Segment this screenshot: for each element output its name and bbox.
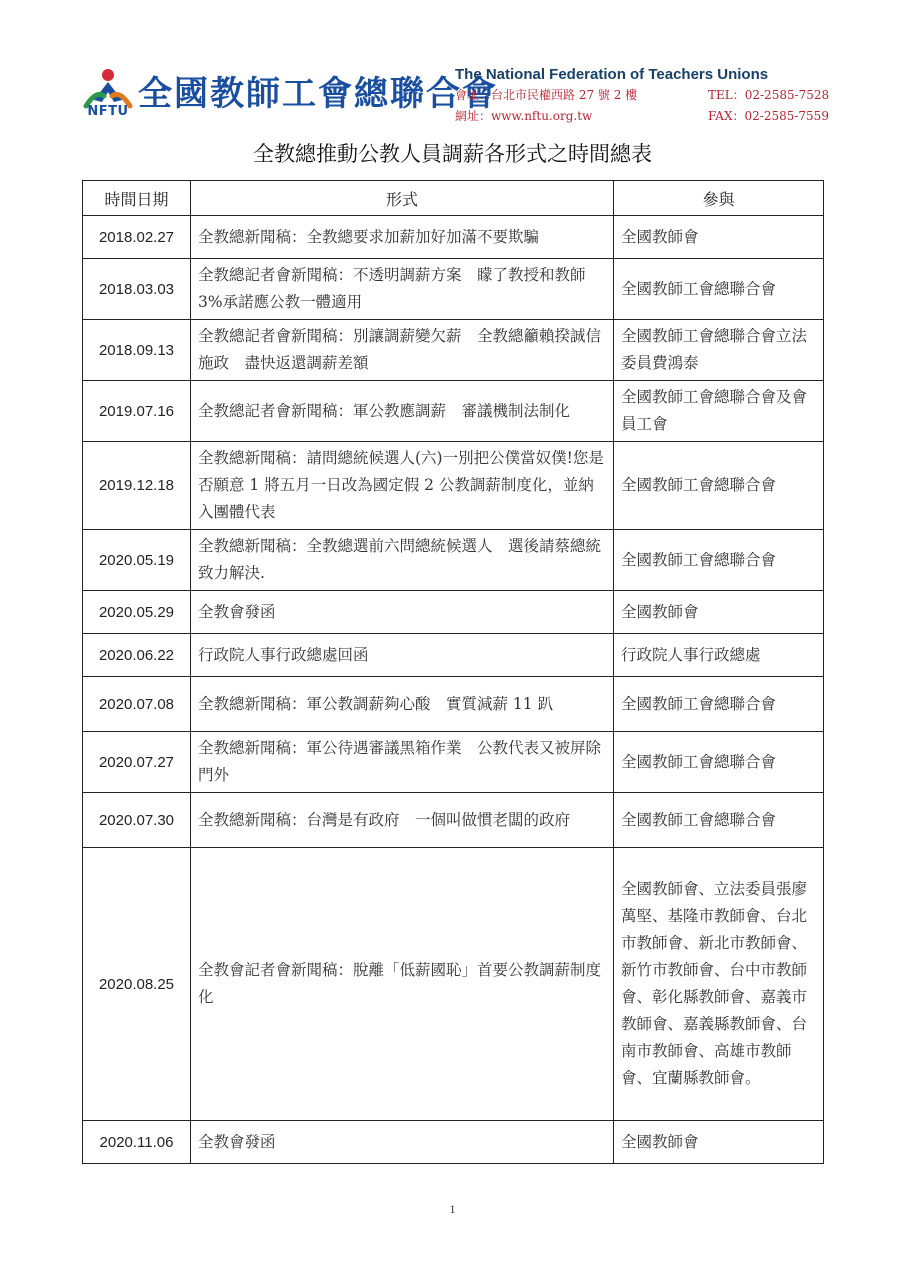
row-date: 2020.06.22 <box>83 634 191 677</box>
row-date: 2020.07.08 <box>83 677 191 732</box>
row-participants: 行政院人事行政總處 <box>614 634 824 677</box>
row-form: 全教總新聞稿：台灣是有政府 一個叫做慣老闆的政府 <box>191 793 614 848</box>
row-date: 2020.11.06 <box>83 1121 191 1164</box>
letterhead <box>82 64 830 126</box>
row-form: 全教總記者會新聞稿：軍公教應調薪 審議機制法制化 <box>191 381 614 442</box>
row-participants: 全國教師工會總聯合會立法委員費鴻泰 <box>614 320 824 381</box>
row-form: 全教總新聞稿：請問總統候選人(六)一別把公僕當奴僕!您是否願意 1 將五月一日改為國定假 2 公教調薪制度化，並納入團體代表 <box>191 442 614 530</box>
row-date: 2020.05.29 <box>83 591 191 634</box>
table-row <box>83 216 824 259</box>
header-date: 時間日期 <box>83 181 191 216</box>
row-date: 2018.02.27 <box>83 216 191 259</box>
row-date: 2018.03.03 <box>83 259 191 320</box>
row-participants: 全國教師會、立法委員張廖萬堅、基隆市教師會、台北市教師會、新北市教師會、新竹市教師會、台中市教師會、彰化縣教師會、嘉義市教師會、嘉義縣教師會、台南市教師會、高雄市教師會、宜蘭縣教師會。 <box>614 848 824 1121</box>
table-row <box>83 793 824 848</box>
table-row <box>83 677 824 732</box>
row-participants: 全國教師工會總聯合會 <box>614 442 824 530</box>
website: 網址：www.nftu.org.tw <box>455 109 593 123</box>
telephone: TEL：02-2585-7528 <box>708 88 830 102</box>
table-header-row <box>83 181 824 216</box>
header-form: 形式 <box>191 181 614 216</box>
table-row <box>83 1121 824 1164</box>
row-participants: 全國教師工會總聯合會 <box>614 677 824 732</box>
row-form: 全教總新聞稿：軍公教調薪夠心酸 實質減薪 11 趴 <box>191 677 614 732</box>
row-participants: 全國教師工會總聯合會及會員工會 <box>614 381 824 442</box>
row-participants: 全國教師工會總聯合會 <box>614 259 824 320</box>
row-date: 2018.09.13 <box>83 320 191 381</box>
row-date: 2020.07.30 <box>83 793 191 848</box>
fax: FAX：02-2585-7559 <box>708 109 829 123</box>
timeline-table <box>82 180 824 1164</box>
row-participants: 全國教師會 <box>614 216 824 259</box>
table-row <box>83 442 824 530</box>
table-row <box>83 634 824 677</box>
address: 會址：台北市民權西路 27 號 2 樓 <box>455 88 638 102</box>
row-form: 全教總新聞稿：軍公待遇審議黑箱作業 公教代表又被屏除門外 <box>191 732 614 793</box>
table-row <box>83 320 824 381</box>
row-form: 全教會發函 <box>191 591 614 634</box>
org-name-english: The National Federation of Teachers Unions <box>455 66 769 83</box>
row-form: 全教會發函 <box>191 1121 614 1164</box>
row-date: 2020.07.27 <box>83 732 191 793</box>
row-participants: 全國教師會 <box>614 1121 824 1164</box>
page-number: 1 <box>449 1202 456 1216</box>
row-participants: 全國教師工會總聯合會 <box>614 793 824 848</box>
row-date: 2019.07.16 <box>83 381 191 442</box>
row-participants: 全國教師工會總聯合會 <box>614 732 824 793</box>
table-row <box>83 530 824 591</box>
row-form: 全教總記者會新聞稿：不透明調薪方案 矇了教授和教師 3%承諾應公教一體適用 <box>191 259 614 320</box>
row-form: 全教總新聞稿：全教總選前六問總統候選人 選後請蔡總統致力解決. <box>191 530 614 591</box>
row-date: 2019.12.18 <box>83 442 191 530</box>
table-row <box>83 591 824 634</box>
org-name-chinese: 全國教師工會總聯合會 <box>138 74 498 114</box>
row-participants: 全國教師會 <box>614 591 824 634</box>
row-form: 全教總新聞稿：全教總要求加薪加好加滿不要欺騙 <box>191 216 614 259</box>
row-participants: 全國教師工會總聯合會 <box>614 530 824 591</box>
logo-abbreviation: NFTU <box>87 104 129 119</box>
document-title: 全教總推動公教人員調薪各形式之時間總表 <box>253 142 652 166</box>
row-date: 2020.08.25 <box>83 848 191 1121</box>
header-participants: 參與 <box>614 181 824 216</box>
table-row <box>83 259 824 320</box>
row-form: 行政院人事行政總處回函 <box>191 634 614 677</box>
table-row <box>83 848 824 1121</box>
row-form: 全教會記者會新聞稿：脫離「低薪國恥」首要公教調薪制度化 <box>191 848 614 1121</box>
row-date: 2020.05.19 <box>83 530 191 591</box>
table-row <box>83 732 824 793</box>
row-form: 全教總記者會新聞稿：別讓調薪變欠薪 全教總籲賴揆誠信施政 盡快返還調薪差額 <box>191 320 614 381</box>
table-row <box>83 381 824 442</box>
